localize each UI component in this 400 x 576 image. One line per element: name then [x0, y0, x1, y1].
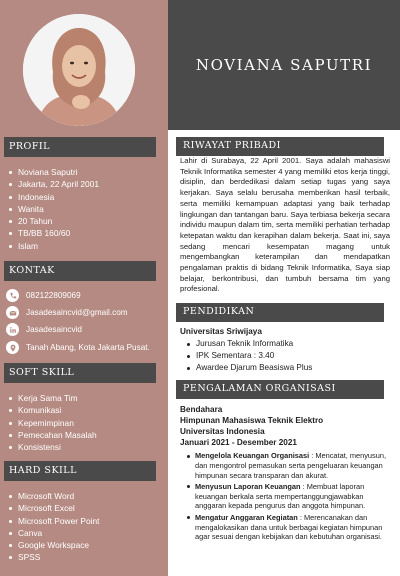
profile-item: Indonesia — [8, 191, 99, 203]
contact-section-heading: KONTAK — [4, 261, 156, 281]
profile-item: 20 Tahun — [8, 215, 99, 227]
profile-list — [8, 166, 99, 252]
soft-skill-item: Konsistensi — [8, 441, 97, 453]
full-name: NOVIANA SAPUTRI — [195, 56, 373, 74]
contact-address — [6, 341, 150, 354]
organization-period: Januari 2021 - Desember 2021 — [180, 438, 297, 447]
duty-item — [186, 451, 392, 480]
email-icon — [6, 306, 19, 319]
soft-skill-list — [8, 392, 97, 453]
profile-item: Noviana Saputri — [8, 166, 99, 178]
address-text: Tanah Abang, Kota Jakarta Pusat. — [26, 343, 150, 352]
education-item: Awardee Djarum Beasiswa Plus — [186, 362, 312, 374]
hard-skill-section-heading: HARD SKILL — [4, 461, 156, 481]
linkedin-icon — [6, 323, 19, 336]
soft-skill-item: Kerja Sama Tim — [8, 392, 97, 404]
duty-desc: : Mencatat, menyusun, dan mengontrol pemasukan serta pengeluaran keuangan himpunan secara transparan dan akurat. — [195, 451, 387, 480]
organization-heading: PENGALAMAN ORGANISASI — [176, 380, 384, 399]
profile-section-heading: PROFIL — [4, 137, 156, 157]
duty-item — [186, 513, 392, 542]
organization-name: Himpunan Mahasiswa Teknik Elektro — [180, 416, 324, 425]
linkedin-handle: Jasadesaincvid — [26, 325, 82, 334]
hard-skill-item: Google Workspace — [8, 539, 99, 551]
duty-desc: : Merencanakan dan mengalokasikan dana untuk berbagai kegiatan himpunan agar sesuai dengan kebijakan dan kebutuhan organisasi. — [195, 512, 383, 542]
location-icon — [6, 341, 19, 354]
phone-icon — [6, 289, 19, 302]
profile-item: Wanita — [8, 203, 99, 215]
profile-item: TB/BB 160/60 — [8, 227, 99, 239]
organization-university: Universitas Indonesia — [180, 427, 265, 436]
education-list — [186, 338, 312, 375]
hard-skill-item: Canva — [8, 527, 99, 539]
portrait-illustration — [23, 14, 135, 126]
contact-email[interactable] — [6, 306, 128, 319]
education-heading: PENDIDIKAN — [176, 303, 384, 322]
sidebar — [0, 0, 168, 576]
soft-skill-item: Kepemimpinan — [8, 417, 97, 429]
profile-item: Jakarta, 22 April 2001 — [8, 178, 99, 190]
organization-role: Bendahara — [180, 405, 223, 414]
education-item: IPK Sementara : 3.40 — [186, 350, 312, 362]
duty-title: Menyusun Laporan Keuangan — [195, 481, 301, 491]
personal-history-heading: RIWAYAT PRIBADI — [176, 137, 384, 156]
duty-title: Mengatur Anggaran Kegiatan — [195, 512, 298, 522]
hard-skill-item: Microsoft Power Point — [8, 515, 99, 527]
soft-skill-item: Komunikasi — [8, 404, 97, 416]
contact-linkedin[interactable] — [6, 323, 82, 336]
profile-item: Islam — [8, 240, 99, 252]
phone-number: 082122809069 — [26, 291, 81, 300]
soft-skill-section-heading: SOFT SKILL — [4, 363, 156, 383]
personal-history-text: Lahir di Surabaya, 22 April 2001. Saya adalah mahasiswi Teknik Informatika semester 4 yang memiliki etos kerja tinggi, disiplin, dan berdedikasi dalam setiap tugas yang saya kerjakan. Saya selalu berusaha memberikan hasil terbaik, serta memiliki kemampuan adaptasi yang baik terhadap lingkungan dan tantangan baru. Saya terbiasa bekerja secara individu maupun dalam tim, serta memiliki perhatian terhadap ketepatan waktu dan kerapihan dalam bekerja. Saat ini, saya sedang mencari kesempatan magang untuk mengembangkan keterampilan dan mendapatkan pengalaman praktis di bidang Teknik Informatika, Saya siap belajar, berkontribusi, dan tumbuh bersama tim yang profesional. — [180, 156, 390, 294]
education-item: Jurusan Teknik Informatika — [186, 338, 312, 350]
hard-skill-list — [8, 490, 99, 564]
contact-phone[interactable] — [6, 289, 81, 302]
organization-duties — [186, 451, 392, 544]
duty-item — [186, 482, 392, 511]
hard-skill-item: Microsoft Word — [8, 490, 99, 502]
email-address: Jasadesaincvid@gmail.com — [26, 308, 128, 317]
profile-photo — [23, 14, 135, 126]
education-school: Universitas Sriwijaya — [180, 327, 262, 336]
soft-skill-item: Pemecahan Masalah — [8, 429, 97, 441]
duty-desc: : Membuat laporan keuangan berkala serta mempertanggungjawabkan anggaran kepada pengurus dan anggota himpunan. — [195, 481, 366, 511]
hard-skill-item: Microsoft Excel — [8, 502, 99, 514]
hard-skill-item: SPSS — [8, 551, 99, 563]
duty-title: Mengelola Keuangan Organisasi — [195, 451, 310, 460]
